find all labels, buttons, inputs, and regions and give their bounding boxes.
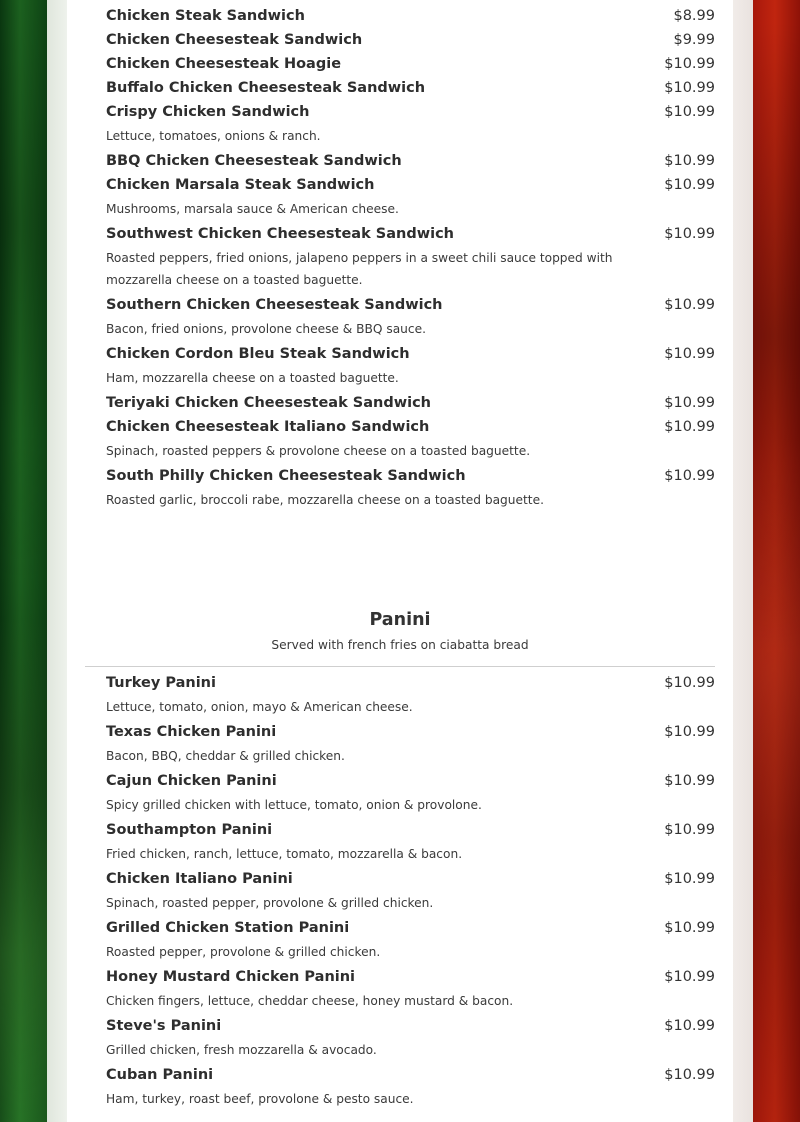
menu-item-price: $10.99 [664,80,715,96]
menu-item-description: Spinach, roasted pepper, provolone & grilled chicken. [106,896,434,910]
menu-item-description: Bacon, BBQ, cheddar & grilled chicken. [106,749,345,763]
italian-flag-green-border [0,0,47,1122]
menu-item-name: Chicken Cheesesteak Italiano Sandwich [106,419,430,435]
menu-item-row [106,55,715,74]
menu-item [106,1061,715,1110]
menu-item [106,74,715,98]
menu-item-row [106,1017,715,1036]
menu-item-price: $10.99 [664,104,715,120]
menu-item-description: Spicy grilled chicken with lettuce, tomato, onion & provolone. [106,798,482,812]
menu-item-name: Cuban Panini [106,1067,214,1083]
menu-item-price: $10.99 [664,226,715,242]
menu-item [106,171,715,220]
menu-item-description: Roasted garlic, broccoli rabe, mozzarella cheese on a toasted baguette. [106,493,544,507]
menu-item-price: $10.99 [664,297,715,313]
menu-item-row [106,418,715,437]
panini-section-header [85,610,715,652]
menu-item [106,718,715,767]
menu-item-name: Steve's Panini [106,1018,222,1034]
menu-item [106,340,715,389]
italian-flag-red-border [753,0,800,1122]
menu-item-name: Teriyaki Chicken Cheesesteak Sandwich [106,395,431,411]
menu-item [106,816,715,865]
menu-item-row [106,1066,715,1085]
menu-item [106,50,715,74]
panini-list [106,669,715,1110]
menu-item [106,26,715,50]
menu-item-price: $10.99 [664,346,715,362]
menu-item [106,220,715,291]
menu-item-name: Chicken Cordon Bleu Steak Sandwich [106,346,410,362]
menu-item-name: Cajun Chicken Panini [106,773,277,789]
menu-item-name: Turkey Panini [106,675,216,691]
menu-item-row [106,225,715,244]
menu-item [106,1012,715,1061]
menu-item [106,462,715,511]
menu-item-price: $10.99 [664,969,715,985]
menu-item [106,98,715,147]
menu-item [106,2,715,26]
menu-item-price: $10.99 [664,822,715,838]
menu-item-description: Roasted peppers, fried onions, jalapeno peppers in a sweet chili sauce topped with mozzarella cheese on a toasted baguette. [106,251,613,287]
menu-item-price: $10.99 [664,56,715,72]
menu-item-name: Chicken Cheesesteak Sandwich [106,32,363,48]
menu-item-description: Bacon, fried onions, provolone cheese & BBQ sauce. [106,322,426,336]
menu-item [106,291,715,340]
menu-item-description: Roasted pepper, provolone & grilled chicken. [106,945,381,959]
menu-item-name: Buffalo Chicken Cheesesteak Sandwich [106,80,426,96]
menu-item-price: $10.99 [664,395,715,411]
menu-item-row [106,821,715,840]
menu-item-row [106,723,715,742]
menu-item-row [106,870,715,889]
menu-item-name: Honey Mustard Chicken Panini [106,969,356,985]
menu-item-name: Southampton Panini [106,822,273,838]
menu-item-row [106,79,715,98]
menu-item-name: South Philly Chicken Cheesesteak Sandwich [106,468,466,484]
menu-item-row [106,103,715,122]
menu-item-description: Mushrooms, marsala sauce & American cheese. [106,202,399,216]
menu-item-description: Ham, turkey, roast beef, provolone & pesto sauce. [106,1092,414,1106]
menu-item-price: $9.99 [673,32,715,48]
menu-item-name: Southern Chicken Cheesesteak Sandwich [106,297,443,313]
menu-item-row [106,296,715,315]
menu-item-row [106,467,715,486]
menu-item-price: $10.99 [664,773,715,789]
menu-item-description: Ham, mozzarella cheese on a toasted baguette. [106,371,399,385]
menu-item [106,767,715,816]
menu-item-description: Chicken fingers, lettuce, cheddar cheese, honey mustard & bacon. [106,994,514,1008]
menu-item-price: $10.99 [664,724,715,740]
menu-item [106,389,715,413]
menu-item-price: $10.99 [664,177,715,193]
menu-item-price: $10.99 [664,153,715,169]
menu-item-name: Texas Chicken Panini [106,724,277,740]
menu-item-row [106,176,715,195]
menu-item-row [106,152,715,171]
menu-item-price: $10.99 [664,871,715,887]
menu-item-price: $10.99 [664,419,715,435]
menu-item-name: Chicken Italiano Panini [106,871,293,887]
menu-item-name: Southwest Chicken Cheesesteak Sandwich [106,226,454,242]
menu-item-row [106,919,715,938]
menu-item-price: $10.99 [664,920,715,936]
menu-item-row [106,772,715,791]
menu-item-description: Grilled chicken, fresh mozzarella & avocado. [106,1043,377,1057]
menu-item-price: $10.99 [664,675,715,691]
menu-item-description: Fried chicken, ranch, lettuce, tomato, mozzarella & bacon. [106,847,463,861]
menu-item [106,413,715,462]
menu-item-price: $10.99 [664,468,715,484]
menu-item-price: $8.99 [673,8,715,24]
menu-item-row [106,7,715,26]
menu-item-name: Chicken Cheesesteak Hoagie [106,56,342,72]
menu-item-row [106,968,715,987]
menu-item-name: Chicken Marsala Steak Sandwich [106,177,375,193]
menu-item [106,914,715,963]
menu-page [67,0,733,1122]
menu-item-description: Lettuce, tomatoes, onions & ranch. [106,129,321,143]
menu-item-name: Crispy Chicken Sandwich [106,104,310,120]
menu-item-name: Chicken Steak Sandwich [106,8,305,24]
menu-item [106,147,715,171]
menu-item-price: $10.99 [664,1018,715,1034]
menu-item-name: BBQ Chicken Cheesesteak Sandwich [106,153,402,169]
menu-item-description: Spinach, roasted peppers & provolone cheese on a toasted baguette. [106,444,531,458]
menu-item [106,963,715,1012]
menu-item-name: Grilled Chicken Station Panini [106,920,350,936]
menu-item-row [106,345,715,364]
menu-item-row [106,31,715,50]
section-subtitle: Served with french fries on ciabatta bread [271,638,529,652]
menu-item [106,865,715,914]
menu-item-price: $10.99 [664,1067,715,1083]
menu-item-row [106,394,715,413]
section-title: Panini [369,610,431,630]
menu-item [106,669,715,718]
menu-item-row [106,674,715,693]
menu-item-description: Lettuce, tomato, onion, mayo & American cheese. [106,700,413,714]
chicken-sandwich-list [106,2,715,511]
section-divider [85,666,715,667]
